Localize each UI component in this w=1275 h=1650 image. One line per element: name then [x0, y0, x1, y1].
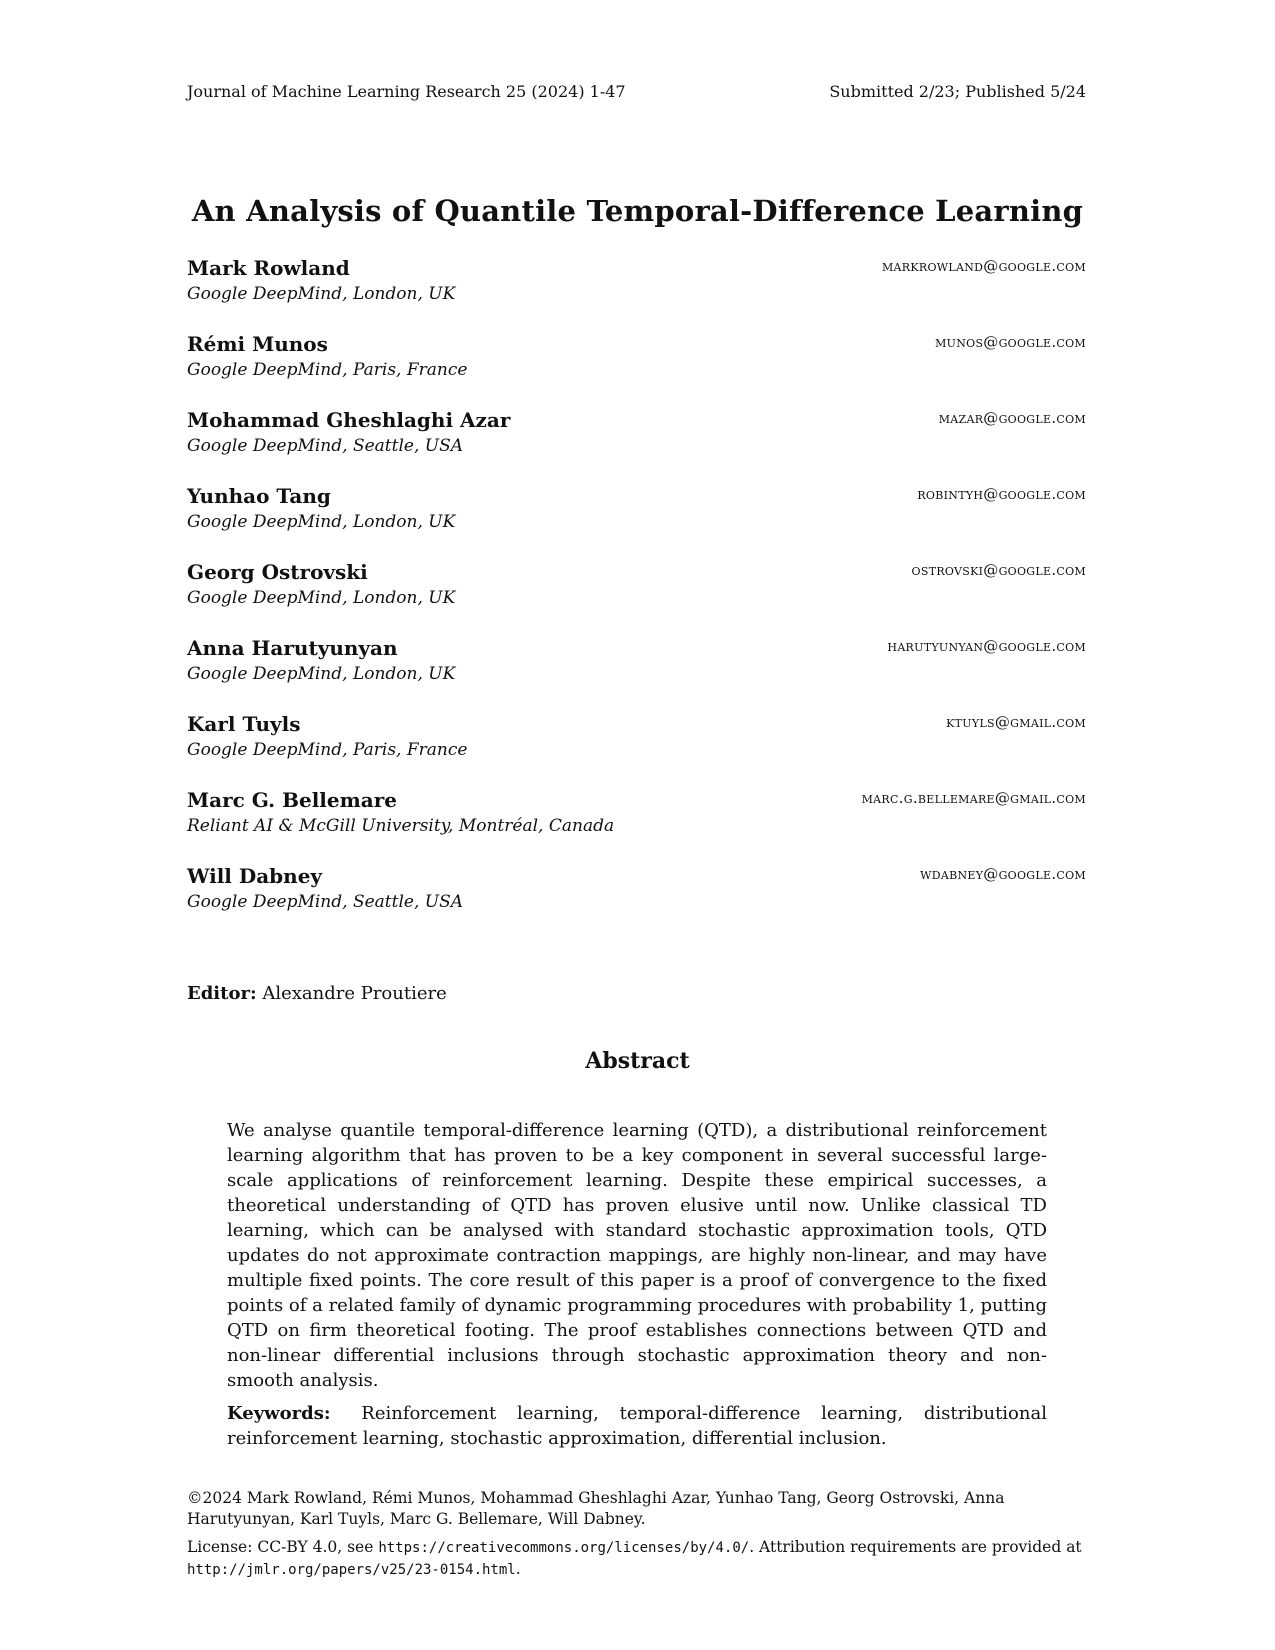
editor-name: Alexandre Proutiere [262, 983, 447, 1004]
author-affiliation: Google DeepMind, London, UK [187, 588, 456, 608]
author-block [187, 407, 1086, 459]
paper-title: An Analysis of Quantile Temporal-Difference Learning [191, 194, 1084, 228]
author-block [187, 331, 1086, 383]
author-email: robintyh@google.com [917, 485, 1086, 503]
author-block [187, 559, 1086, 611]
author-name: Anna Harutyunyan [187, 636, 398, 660]
author-name: Yunhao Tang [187, 484, 331, 508]
submission-dates: Submitted 2/23; Published 5/24 [829, 82, 1086, 101]
abstract-heading: Abstract [585, 1048, 690, 1074]
attribution-link[interactable]: http://jmlr.org/papers/v25/23-0154.html [187, 1562, 516, 1578]
license-middle: . Attribution requirements are provided at [749, 1538, 1082, 1556]
author-affiliation: Google DeepMind, London, UK [187, 664, 456, 684]
author-block [187, 255, 1086, 307]
abstract-text: We analyse quantile temporal-difference learning (QTD), a distributional reinforcement learning algorithm that has proven to be a key component in several successful large-scale applications of reinforcement learning. Despite these empirical successes, a theoretical understanding of QTD has proven elusive until now. Unlike classical TD learning, which can be analysed with standard stochastic approximation tools, QTD updates do not approximate contraction mappings, are highly non-linear, and may have multiple fixed points. The core result of this paper is a proof of convergence to the fixed points of a related family of dynamic programming procedures with probability 1, putting QTD on firm theoretical footing. The proof establishes connections between QTD and non-linear differential inclusions through stochastic approximation theory and non-smooth analysis. [227, 1120, 1047, 1391]
license-prefix: License: CC-BY 4.0, see [187, 1538, 379, 1556]
author-affiliation: Google DeepMind, Paris, France [187, 740, 468, 760]
author-name: Will Dabney [187, 864, 323, 888]
author-affiliation: Google DeepMind, Seattle, USA [187, 892, 464, 912]
author-name: Marc G. Bellemare [187, 788, 397, 812]
author-email: marc.g.bellemare@gmail.com [861, 789, 1086, 807]
author-list [187, 255, 1086, 939]
author-email: mazar@google.com [938, 409, 1086, 427]
author-block [187, 863, 1086, 915]
author-block [187, 787, 1086, 839]
author-name: Karl Tuyls [187, 712, 301, 736]
author-email: harutyunyan@google.com [887, 637, 1086, 655]
author-affiliation: Google DeepMind, Seattle, USA [187, 436, 464, 456]
editor-line [187, 983, 447, 1004]
author-affiliation: Google DeepMind, London, UK [187, 512, 456, 532]
author-name: Mark Rowland [187, 256, 350, 280]
author-email: markrowland@google.com [881, 257, 1086, 275]
author-name: Rémi Munos [187, 332, 328, 356]
copyright-notice: ©2024 Mark Rowland, Rémi Munos, Mohammad Gheshlaghi Azar, Yunhao Tang, Georg Ostrovski, Anna Harutyunyan, Karl Tuyls, Marc G. Bellemare, Will Dabney. [187, 1489, 1005, 1528]
running-head [187, 82, 1086, 101]
author-name: Georg Ostrovski [187, 560, 368, 584]
author-block [187, 483, 1086, 535]
author-affiliation: Reliant AI & McGill University, Montréal, Canada [187, 816, 615, 836]
author-email: munos@google.com [935, 333, 1086, 351]
license-suffix: . [515, 1560, 521, 1578]
author-block [187, 711, 1086, 763]
keywords-text: Reinforcement learning, temporal-difference learning, distributional reinforcement learning, stochastic approximation, differential inclusion. [227, 1403, 1047, 1449]
journal-citation: Journal of Machine Learning Research 25 (2024) 1-47 [187, 82, 626, 101]
author-email: ktuyls@gmail.com [946, 713, 1086, 731]
author-block [187, 635, 1086, 687]
author-affiliation: Google DeepMind, London, UK [187, 284, 456, 304]
author-affiliation: Google DeepMind, Paris, France [187, 360, 468, 380]
author-email: ostrovski@google.com [911, 561, 1086, 579]
keywords-label: Keywords: [227, 1403, 331, 1424]
editor-label: Editor: [187, 983, 257, 1004]
license-link[interactable]: https://creativecommons.org/licenses/by/4.0/ [378, 1540, 750, 1556]
license-notice [187, 1537, 1087, 1581]
author-email: wdabney@google.com [920, 865, 1086, 883]
author-name: Mohammad Gheshlaghi Azar [187, 408, 511, 432]
keywords-line [227, 1401, 1047, 1451]
